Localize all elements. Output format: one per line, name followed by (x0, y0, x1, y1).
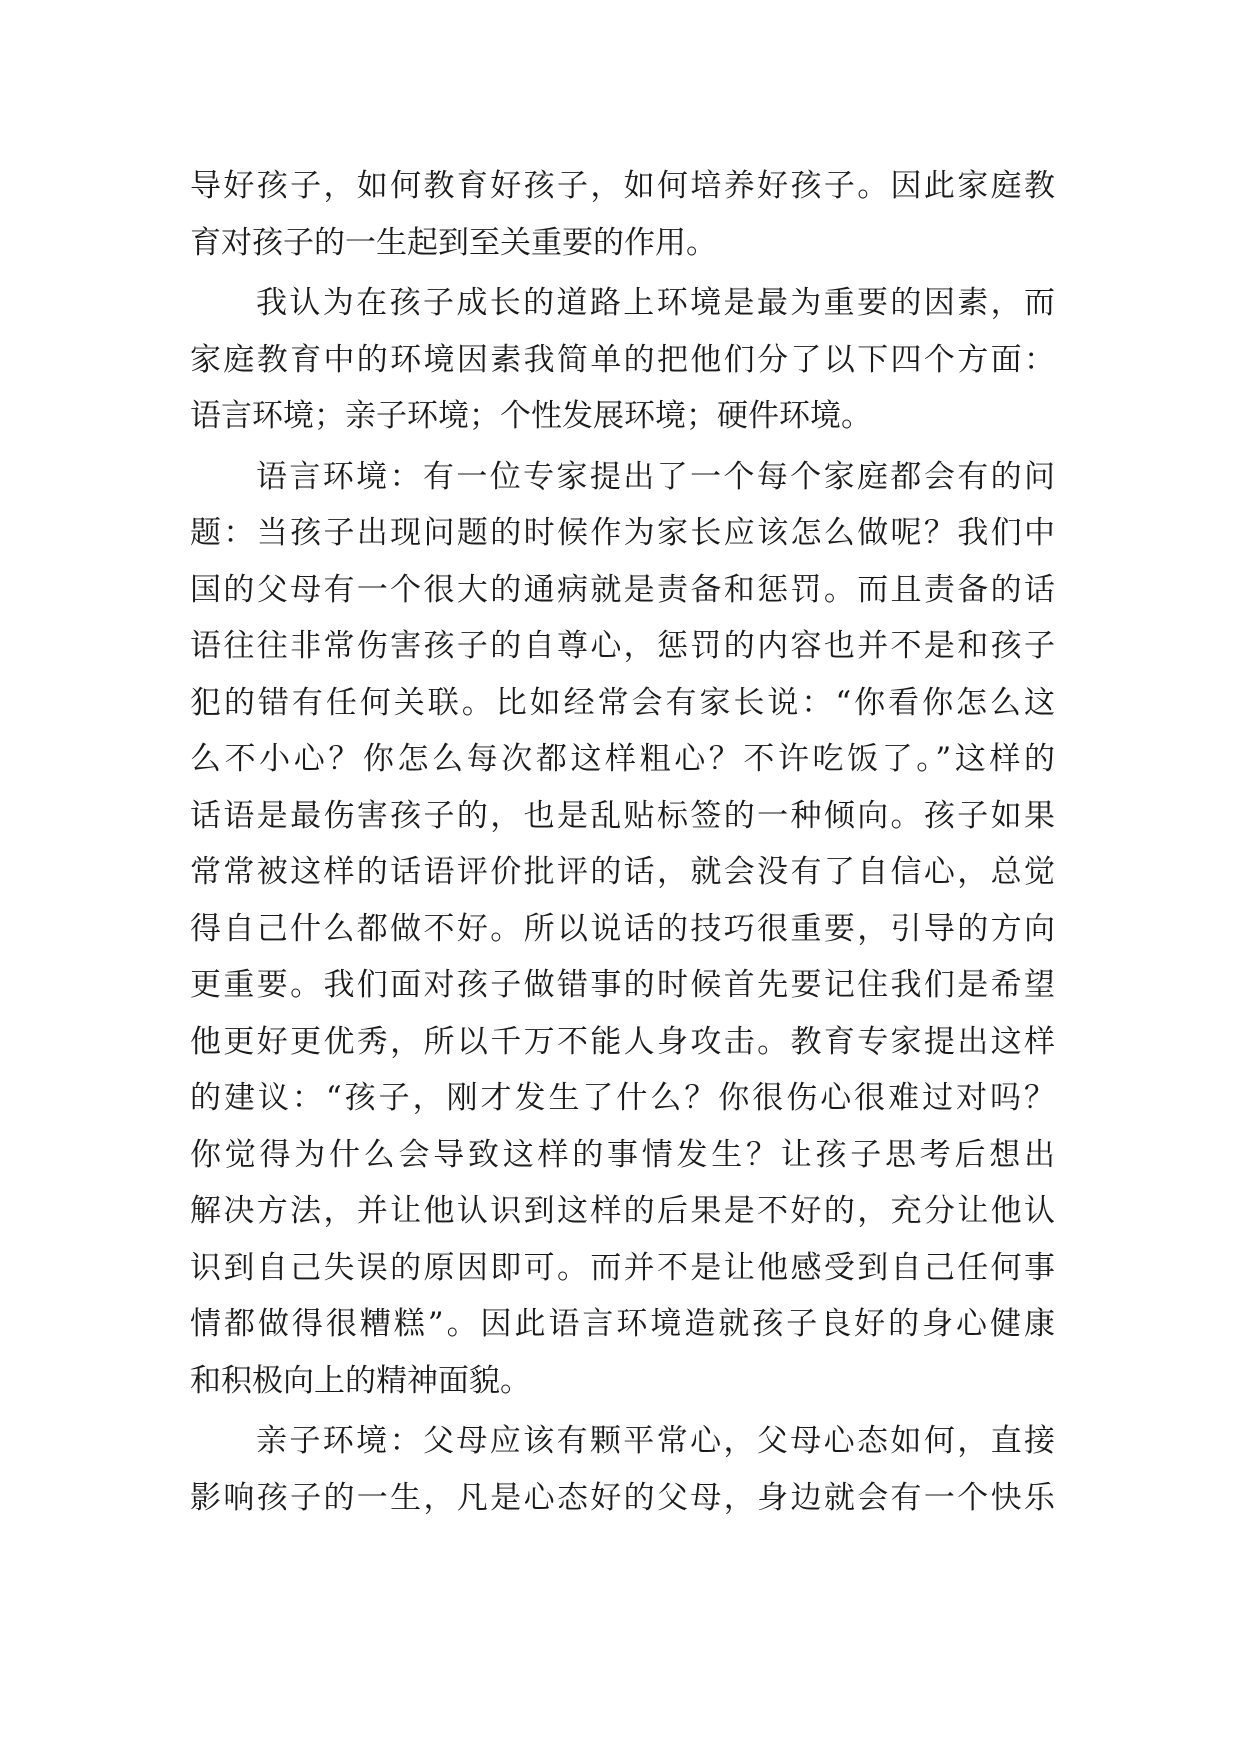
text-line: 他更好更优秀，所以千万不能人身攻击。教育专家提出这样 (190, 1023, 1055, 1060)
text-line: 家庭教育中的环境因素我简单的把他们分了以下四个方面： (190, 341, 1055, 378)
text-line: 更重要。我们面对孩子做错事的时候首先要记住我们是希望 (190, 967, 1055, 1003)
document-body (190, 158, 1055, 1526)
text-line: 解决方法，并让他认识到这样的后果是不好的，充分让他认 (190, 1193, 1055, 1229)
text-line: 育对孩子的一生起到至关重要的作用。 (190, 224, 717, 261)
text-line: 我认为在孩子成长的道路上环境是最为重要的因素，而 (256, 285, 1055, 321)
text-line: 你觉得为什么会导致这样的事情发生？让孩子思考后想出 (190, 1136, 1055, 1173)
text-line: 语往往非常伤害孩子的自尊心，惩罚的内容也并不是和孩子 (190, 628, 1055, 664)
text-line: 识到自己失误的原因即可。而并不是让他感受到自己任何事 (190, 1249, 1055, 1286)
text-line: 语言环境；亲子环境；个性发展环境；硬件环境。 (190, 398, 872, 434)
text-line: 常常被这样的话语评价批评的话，就会没有了自信心，总觉 (190, 854, 1055, 890)
text-line: 犯的错有任何关联。比如经常会有家长说：“你看你怎么这 (190, 684, 1055, 721)
text-line: 情都做得很糟糕”。因此语言环境造就孩子良好的身心健康 (190, 1306, 1055, 1342)
text-line: 导好孩子，如何教育好孩子，如何培养好孩子。因此家庭教 (190, 168, 1055, 204)
text-line: 么不小心？你怎么每次都这样粗心？不许吃饭了。”这样的 (190, 741, 1055, 777)
text-line: 得自己什么都做不好。所以说话的技巧很重要，引导的方向 (190, 910, 1055, 947)
text-line: 题：当孩子出现问题的时候作为家长应该怎么做呢？我们中 (190, 515, 1055, 551)
text-line: 国的父母有一个很大的通病就是责备和惩罚。而且责备的话 (190, 571, 1055, 608)
text-line: 的建议：“孩子，刚才发生了什么？你很伤心很难过对吗？ (190, 1080, 1055, 1116)
text-line: 亲子环境：父母应该有颗平常心，父母心态如何，直接 (256, 1423, 1055, 1459)
text-line: 话语是最伤害孩子的，也是乱贴标签的一种倾向。孩子如果 (190, 797, 1055, 834)
text-line: 语言环境：有一位专家提出了一个每个家庭都会有的问 (256, 458, 1055, 495)
text-line: 和积极向上的精神面貌。 (190, 1362, 531, 1399)
text-line: 影响孩子的一生，凡是心态好的父母，身边就会有一个快乐 (190, 1479, 1055, 1516)
